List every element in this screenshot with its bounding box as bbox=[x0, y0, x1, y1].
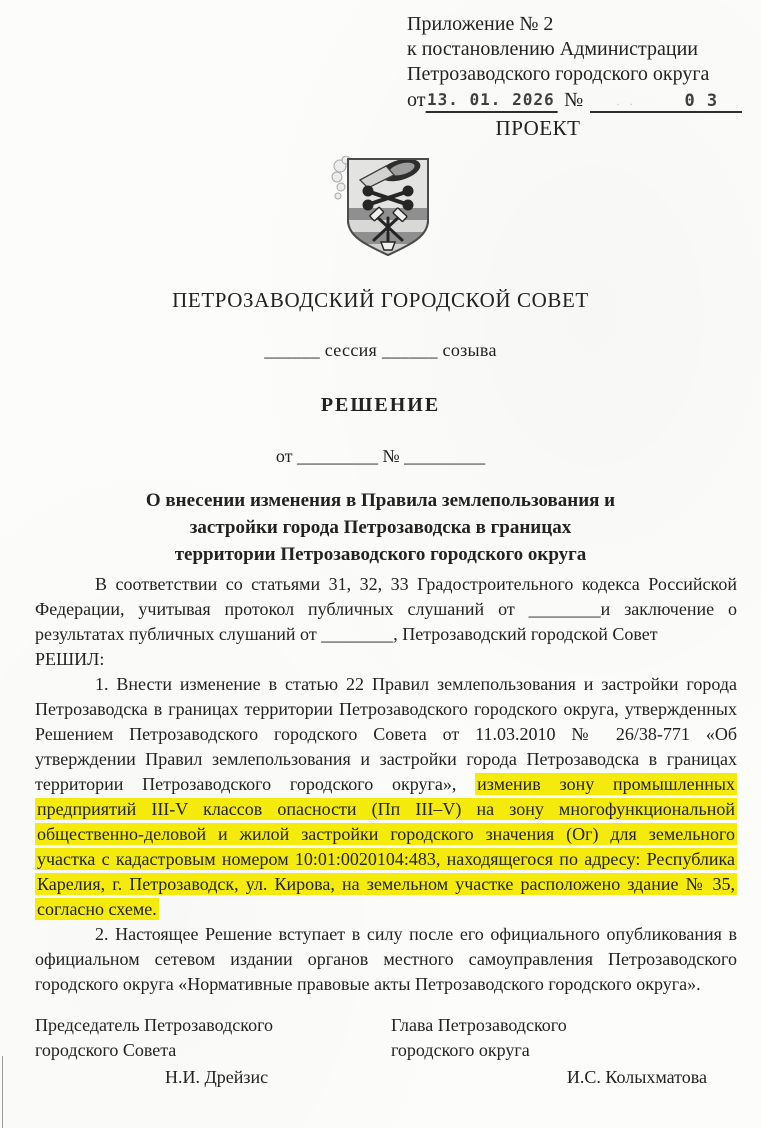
document-body bbox=[35, 572, 737, 1090]
header-block bbox=[407, 12, 747, 141]
left-signature-name: Н.И. Дрейзис bbox=[165, 1067, 269, 1087]
org-name: ПЕТРОЗАВОДСКИЙ ГОРОДСКОЙ СОВЕТ bbox=[172, 288, 589, 312]
resolved-label: РЕШИЛ: bbox=[35, 649, 105, 669]
scan-artifact-line bbox=[2, 1056, 3, 1128]
item-1-paragraph bbox=[35, 672, 737, 922]
document-title-line-3: территории Петрозаводского городского округа bbox=[174, 544, 587, 565]
faint-stamp-marks: · · bbox=[616, 97, 637, 111]
intro-paragraph: В соответствии со статьями 31, 32, 33 Градостроительного кодекса Российской Федерации, учитывая протокол публичных слушаний от ________и заключение о результатах публичных слушаний от ________, Петрозаводский городской Совет bbox=[35, 574, 737, 644]
number-stamp: 0 3 bbox=[684, 91, 719, 111]
document-title-line-2: застройки города Петрозаводска в границах bbox=[189, 517, 572, 538]
signature-left bbox=[35, 1013, 337, 1090]
decision-heading: РЕШЕНИЕ bbox=[320, 394, 441, 416]
item-1-text: 1. Внести изменение в статью 22 Правил землепользования и застройки города Петрозаводска в границах территории Петрозаводского городского округа, утвержденных Решением Петрозаводского городского Совета от 11.03.2010 № 26/38-771 «Об утверждении Правил землепользования и застройки города Петрозаводска в границах территории Петрозаводского городского округа», bbox=[35, 674, 737, 794]
district-line: Петрозаводского городского округа bbox=[407, 63, 710, 85]
from-label: от bbox=[407, 89, 426, 111]
right-signature-title: Глава Петрозаводского городского округа bbox=[391, 1015, 567, 1060]
number-field bbox=[590, 89, 742, 113]
session-line: ______ сессия ______ созыва bbox=[264, 340, 497, 360]
signature-right bbox=[391, 1013, 707, 1090]
decision-date-line: от _________ № _________ bbox=[275, 446, 486, 466]
document-title bbox=[100, 487, 661, 568]
right-signature-name: И.С. Колыхматова bbox=[566, 1067, 707, 1087]
date-number-row bbox=[407, 88, 747, 113]
number-label: № bbox=[564, 89, 584, 111]
appendix-line: Приложение № 2 bbox=[407, 13, 554, 35]
resolution-line: к постановлению Администрации bbox=[407, 38, 698, 60]
coat-of-arms-icon bbox=[330, 156, 436, 258]
date-stamp: 13. 01. 2026 bbox=[426, 90, 558, 113]
document-title-line-1: О внесении изменения в Правила землепользования и bbox=[145, 490, 616, 511]
draft-label: ПРОЕКТ bbox=[495, 116, 581, 140]
signature-block bbox=[35, 1013, 737, 1090]
item-1-highlight: изменив зону промышленных предприятий III-V классов опасности (Пп III–V) на зону многофункциональной общественно-деловой и жилой застройки городского значения (Ог) для земельного участка с кадастровым номером 10:01:0020104:483, находящегося по адресу: Республика Карелия, г. Петрозаводск, ул. Кирова, на земельном участке расположено здание № 35, согласно схеме. bbox=[37, 774, 735, 919]
petrozavodsk-coat-of-arms bbox=[330, 156, 436, 258]
left-signature-title: Председатель Петрозаводского городского Совета bbox=[35, 1015, 274, 1060]
item-2-paragraph: 2. Настоящее Решение вступает в силу после его официального опубликования в официальном сетевом издании органов местного самоуправления Петрозаводского городского округа «Нормативные правовые акты Петрозаводского городского округа». bbox=[35, 924, 737, 994]
